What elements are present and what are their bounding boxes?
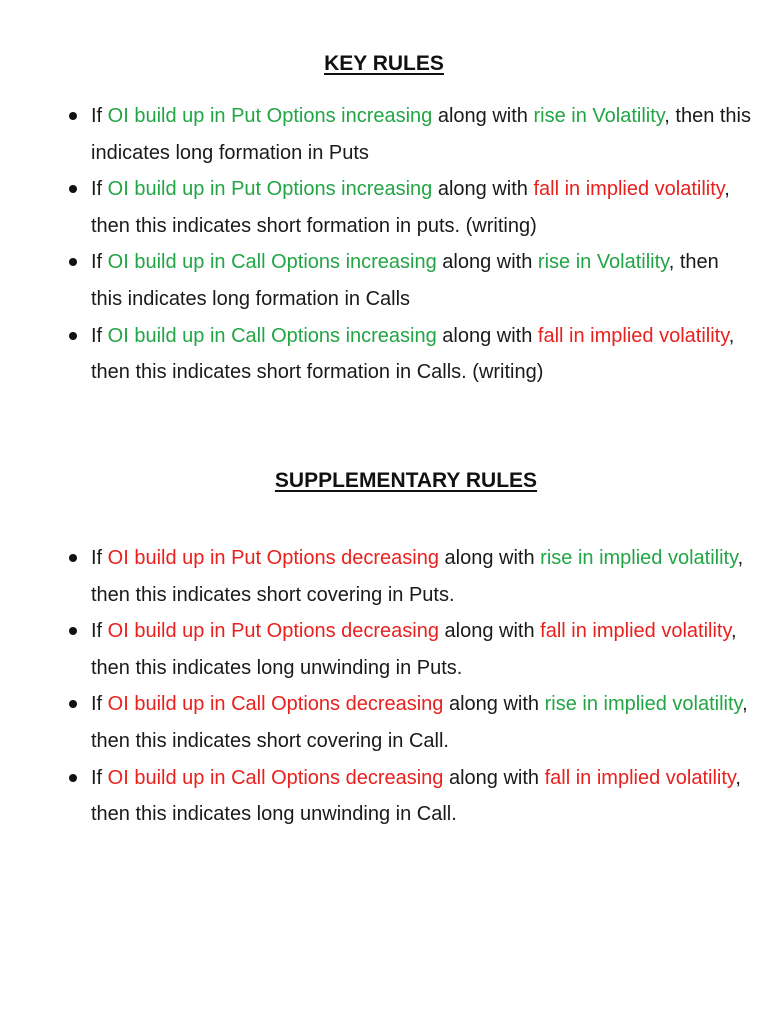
rule-segment-plain: along with	[436, 251, 538, 274]
rule-segment-plain: , then this indicates long unwinding in Puts.	[91, 620, 737, 679]
rule-segment-green: OI build up in Call Options increasing	[107, 324, 437, 347]
key-rule-item	[91, 98, 751, 171]
rule-segment-plain: , then this indicates short formation in Calls. (writing)	[91, 324, 735, 384]
rule-segment-plain: along with	[436, 324, 538, 347]
rule-segment-red: OI build up in Put Options decreasing	[107, 620, 439, 643]
supplementary-rules-list	[91, 540, 751, 833]
rule-segment-plain: along with	[438, 547, 541, 569]
rule-segment-plain: , then this indicates short covering in Puts.	[91, 547, 744, 606]
key-rule-item	[91, 244, 751, 317]
rule-segment-red: fall in implied volatility	[540, 620, 731, 643]
rule-segment-green: rise in Volatility	[537, 251, 669, 274]
rule-segment-green: OI build up in Call Options increasing	[107, 251, 437, 274]
rule-segment-plain: along with	[443, 766, 545, 789]
rule-segment-red: fall in implied volatility	[533, 178, 725, 201]
rule-segment-plain: If	[91, 693, 108, 716]
key-rules-heading: KEY RULES	[324, 52, 444, 75]
rule-segment-red: OI build up in Call Options decreasing	[107, 766, 444, 789]
rule-segment-plain: If	[91, 766, 108, 789]
rule-segment-plain: If	[91, 105, 108, 127]
key-rule-item	[91, 171, 751, 244]
key-rule-item	[91, 318, 751, 391]
rule-segment-plain: , then this indicates long formation in Calls	[91, 251, 719, 310]
key-rules-list	[91, 98, 751, 391]
supplementary-rule-item	[91, 760, 751, 833]
rule-segment-plain: , then this indicates long formation in Puts	[91, 105, 751, 164]
supplementary-rule-item	[91, 540, 751, 613]
rule-segment-plain: If	[91, 547, 108, 569]
rule-segment-plain: along with	[443, 693, 545, 716]
rule-segment-plain: along with	[432, 178, 534, 201]
rule-segment-plain: If	[91, 620, 108, 643]
rule-segment-red: fall in implied volatility	[544, 766, 736, 789]
rule-segment-plain: If	[91, 324, 108, 347]
rule-segment-plain: along with	[432, 105, 534, 127]
supplementary-rule-item	[91, 686, 751, 759]
rule-segment-red: fall in implied volatility	[537, 324, 729, 347]
rule-segment-plain: , then this indicates short formation in puts. (writing)	[91, 178, 730, 237]
rule-segment-red: OI build up in Call Options decreasing	[107, 693, 444, 716]
rule-segment-green: rise in implied volatility	[544, 693, 743, 716]
rule-segment-green: rise in Volatility	[533, 105, 665, 127]
rule-segment-plain: along with	[438, 620, 541, 643]
rule-segment-plain: If	[91, 178, 108, 201]
rule-segment-plain: If	[91, 251, 108, 274]
rule-segment-plain: , then this indicates long unwinding in Call.	[91, 766, 741, 826]
rule-segment-plain: , then this indicates short covering in Call.	[91, 693, 748, 752]
rule-segment-green: OI build up in Put Options increasing	[107, 105, 433, 127]
rule-segment-green: rise in implied volatility	[540, 547, 738, 569]
rule-segment-green: OI build up in Put Options increasing	[107, 178, 433, 201]
supplementary-rule-item	[91, 613, 751, 686]
supplementary-rules-heading: SUPPLEMENTARY RULES	[274, 469, 538, 492]
rule-segment-red: OI build up in Put Options decreasing	[107, 547, 439, 569]
